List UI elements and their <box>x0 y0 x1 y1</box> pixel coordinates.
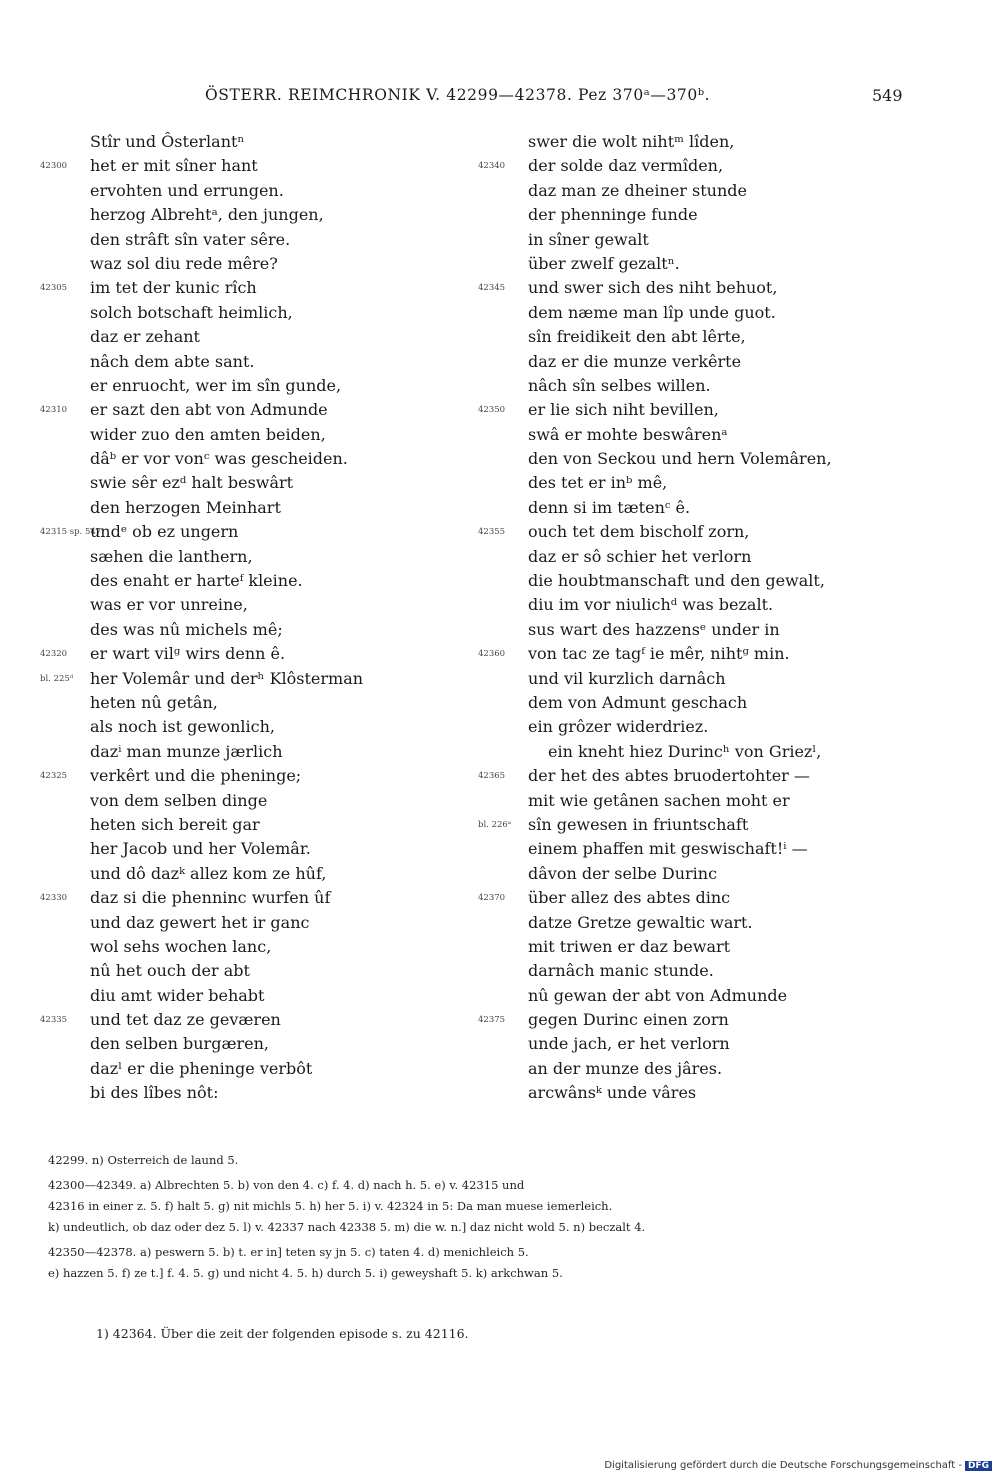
verse-text: solch botschaft heimlich, <box>90 302 293 322</box>
verse-line <box>40 520 480 544</box>
verse-text: waz sol diu rede mêre? <box>90 253 278 273</box>
apparatus-line: 42300—42349. a) Albrechten 5. b) von den 4. c) f. 4. d) nach h. 5. e) v. 42315 und <box>48 1178 525 1192</box>
verse-line <box>40 1008 480 1032</box>
verse-text: nû het ouch der abt <box>90 961 250 981</box>
verse-number: 42310 <box>40 405 68 416</box>
verse-line <box>478 496 918 520</box>
verse-line <box>478 350 918 374</box>
verse-line <box>40 593 480 617</box>
verse-line <box>478 398 918 422</box>
verse-text: er wart vilᵍ wirs denn ê. <box>90 644 286 664</box>
verse-text: mit wie getânen sachen moht er <box>528 790 790 810</box>
verse-text: daz er sô schier het verlorn <box>528 546 752 566</box>
verse-text: sæhen die lanthern, <box>90 546 253 566</box>
verse-line <box>478 667 918 691</box>
running-header <box>0 86 1000 110</box>
verse-text: darnâch manic stunde. <box>528 961 714 981</box>
verse-line <box>478 154 918 178</box>
verse-text: het er mit sîner hant <box>90 156 258 176</box>
verse-text: bi des lîbes nôt: <box>90 1083 219 1103</box>
verse-text: einem phaffen mit geswischaft!ⁱ — <box>528 839 808 859</box>
verse-line <box>40 325 480 349</box>
verse-text: swâ er mohte beswârenᵃ <box>528 424 728 444</box>
verse-line <box>478 301 918 325</box>
verse-text: ein grôzer widerdriez. <box>528 717 709 737</box>
verse-text: undᵉ ob ez ungern <box>90 522 239 542</box>
verse-line <box>478 789 918 813</box>
verse-text: im tet der kunic rîch <box>90 278 257 298</box>
verse-line <box>478 325 918 349</box>
dfg-notice <box>604 1460 992 1471</box>
verse-number: 42315 sp. 547 <box>40 527 102 538</box>
verse-line <box>478 837 918 861</box>
verse-text: daz er zehant <box>90 327 200 347</box>
verse-line <box>40 764 480 788</box>
verse-text: unde jach, er het verlorn <box>528 1034 730 1054</box>
verse-text: sîn gewesen in friuntschaft <box>528 814 749 834</box>
verse-text: wol sehs wochen lanc, <box>90 936 272 956</box>
verse-line <box>478 911 918 935</box>
verse-line <box>40 545 480 569</box>
verse-text: als noch ist gewonlich, <box>90 717 276 737</box>
verse-line <box>40 642 480 666</box>
verse-text: heten nû getân, <box>90 692 218 712</box>
apparatus-line: e) hazzen 5. f) ze t.] f. 4. 5. g) und nicht 4. 5. h) durch 5. i) geweyshaft 5. k) arkchwan 5. <box>48 1266 563 1280</box>
verse-line <box>478 252 918 276</box>
verse-text: des was nû michels mê; <box>90 619 283 639</box>
verse-line <box>478 130 918 154</box>
verse-text: und daz gewert het ir ganc <box>90 912 310 932</box>
verse-line <box>40 667 480 691</box>
verse-line <box>478 228 918 252</box>
verse-line <box>478 203 918 227</box>
verse-number: 42305 <box>40 283 68 294</box>
verse-text: daz si die phenninc wurfen ûf <box>90 888 331 908</box>
verse-number: 42340 <box>478 161 506 172</box>
verse-text: des tet er inᵇ mê, <box>528 473 668 493</box>
verse-line <box>478 959 918 983</box>
verse-line <box>40 447 480 471</box>
verse-line <box>478 862 918 886</box>
verse-text: über zwelf gezaltⁿ. <box>528 253 680 273</box>
verse-line <box>478 471 918 495</box>
left-verse-column <box>40 130 480 1106</box>
verse-line <box>40 1081 480 1105</box>
verse-text: daz er die munze verkêrte <box>528 351 742 371</box>
dfg-notice-text: Digitalisierung gefördert durch die Deutsche Forschungsgemeinschaft - <box>604 1460 962 1471</box>
verse-line <box>40 203 480 227</box>
verse-text: in sîner gewalt <box>528 229 649 249</box>
verse-line <box>40 276 480 300</box>
verse-text: und swer sich des niht behuot, <box>528 278 778 298</box>
verse-line <box>478 813 918 837</box>
verse-text: herzog Albrehtᵃ, den jungen, <box>90 205 324 225</box>
verse-text: dâvon der selbe Durinc <box>528 863 718 883</box>
verse-text: heten sich bereit gar <box>90 814 260 834</box>
verse-line <box>40 1032 480 1056</box>
verse-number: 42370 <box>478 893 506 904</box>
apparatus-line: 42316 in einer z. 5. f) halt 5. g) nit michls 5. h) her 5. i) v. 42324 in 5: Da man muese iemerleich. <box>48 1199 613 1213</box>
verse-text: und dô dazᵏ allez kom ze hûf, <box>90 863 327 883</box>
verse-line <box>478 423 918 447</box>
verse-line <box>40 423 480 447</box>
verse-text: datze Gretze gewaltic wart. <box>528 912 753 932</box>
verse-line <box>478 764 918 788</box>
verse-text: diu amt wider behabt <box>90 985 265 1005</box>
verse-text: er lie sich niht bevillen, <box>528 400 719 420</box>
verse-line <box>40 154 480 178</box>
verse-text: denn si im tætenᶜ ê. <box>528 497 691 517</box>
verse-line <box>40 959 480 983</box>
verse-text: wider zuo den amten beiden, <box>90 424 326 444</box>
verse-text: diu im vor niulichᵈ was bezalt. <box>528 595 774 615</box>
verse-line <box>40 862 480 886</box>
verse-text: arcwânsᵏ unde vâres <box>528 1083 697 1103</box>
verse-line <box>40 789 480 813</box>
verse-text: der phenninge funde <box>528 205 698 225</box>
apparatus-line: 42299. n) Osterreich de laund 5. <box>48 1153 239 1167</box>
right-verse-column <box>478 130 918 1106</box>
verse-text: des enaht er harteᶠ kleine. <box>90 571 303 591</box>
verse-text: swie sêr ezᵈ halt beswârt <box>90 473 294 493</box>
verse-line <box>478 886 918 910</box>
verse-line <box>478 1008 918 1032</box>
verse-line <box>478 447 918 471</box>
verse-text: ouch tet dem bischolf zorn, <box>528 522 750 542</box>
verse-number: bl. 226ᵃ <box>478 819 512 830</box>
verse-text: den selben burgæren, <box>90 1034 269 1054</box>
page-number: 549 <box>872 86 903 105</box>
verse-text: ein kneht hiez Durincʰ von Griezˡ, <box>548 741 822 761</box>
verse-line <box>478 545 918 569</box>
verse-line <box>40 618 480 642</box>
verse-text: dâᵇ er vor vonᶜ was gescheiden. <box>90 449 348 469</box>
verse-line <box>40 374 480 398</box>
verse-line <box>478 520 918 544</box>
verse-text: und tet daz ze geværen <box>90 1010 281 1030</box>
verse-text: daz man ze dheiner stunde <box>528 180 747 200</box>
verse-text: her Volemâr und derʰ Klôsterman <box>90 668 364 688</box>
verse-number: 42300 <box>40 161 68 172</box>
verse-text: und vil kurzlich darnâch <box>528 668 726 688</box>
verse-line <box>40 130 480 154</box>
footnote: 1) 42364. Über die zeit der folgenden episode s. zu 42116. <box>96 1326 469 1341</box>
verse-line <box>40 569 480 593</box>
verse-line <box>40 911 480 935</box>
verse-text: sus wart des hazzensᵉ under in <box>528 619 780 639</box>
verse-line <box>40 813 480 837</box>
verse-number: 42375 <box>478 1015 506 1026</box>
verse-line <box>40 886 480 910</box>
verse-line <box>40 715 480 739</box>
verse-text: nâch sîn selbes willen. <box>528 375 711 395</box>
verse-text: über allez des abtes dinc <box>528 888 731 908</box>
verse-line <box>478 374 918 398</box>
verse-line <box>478 740 918 764</box>
verse-text: swer die wolt nihtᵐ lîden, <box>528 132 735 151</box>
verse-line <box>478 569 918 593</box>
verse-line <box>40 984 480 1008</box>
verse-text: verkêrt und die pheninge; <box>90 766 302 786</box>
verse-line <box>40 398 480 422</box>
verse-text: von dem selben dinge <box>90 790 268 810</box>
verse-line <box>40 1057 480 1081</box>
verse-number: 42320 <box>40 649 68 660</box>
verse-line <box>478 593 918 617</box>
verse-line <box>478 935 918 959</box>
verse-text: her Jacob und her Volemâr. <box>90 839 311 859</box>
verse-line <box>40 471 480 495</box>
verse-number: 42335 <box>40 1015 68 1026</box>
verse-number: 42325 <box>40 771 68 782</box>
verse-number: 42350 <box>478 405 506 416</box>
verse-text: den von Seckou und hern Volemâren, <box>528 449 832 469</box>
verse-number: 42360 <box>478 649 506 660</box>
verse-number: bl. 225ᵈ <box>40 673 74 684</box>
verse-text: ervohten und errungen. <box>90 180 284 200</box>
verse-text: nû gewan der abt von Admunde <box>528 985 788 1005</box>
verse-line <box>40 935 480 959</box>
verse-text: gegen Durinc einen zorn <box>528 1010 729 1030</box>
header-title: ÖSTERR. REIMCHRONIK V. 42299—42378. Pez 370ᵃ—370ᵇ. <box>205 86 711 104</box>
verse-text: dazⁱ man munze jærlich <box>90 741 283 761</box>
verse-text: dazˡ er die pheninge verbôt <box>90 1058 313 1078</box>
verse-number: 42365 <box>478 771 506 782</box>
verse-text: dem næme man lîp unde guot. <box>528 302 776 322</box>
verse-line <box>478 1081 918 1105</box>
verse-line <box>478 691 918 715</box>
verse-line <box>478 276 918 300</box>
verse-text: dem von Admunt geschach <box>528 692 748 712</box>
verse-line <box>478 1032 918 1056</box>
verse-line <box>40 740 480 764</box>
verse-line <box>478 179 918 203</box>
verse-text: er sazt den abt von Admunde <box>90 400 328 420</box>
verse-text: was er vor unreine, <box>90 595 248 615</box>
verse-text: nâch dem abte sant. <box>90 351 255 371</box>
verse-text: der solde daz vermîden, <box>528 156 724 176</box>
verse-line <box>40 179 480 203</box>
verse-line <box>40 496 480 520</box>
apparatus-line: 42350—42378. a) peswern 5. b) t. er in] teten sy jn 5. c) taten 4. d) menichleich 5. <box>48 1245 529 1259</box>
verse-text: den strâft sîn vater sêre. <box>90 229 291 249</box>
variant-apparatus <box>48 1150 903 1284</box>
verse-line <box>40 837 480 861</box>
verse-text: mit triwen er daz bewart <box>528 936 731 956</box>
verse-line <box>478 1057 918 1081</box>
verse-text: den herzogen Meinhart <box>90 497 281 517</box>
dfg-logo: DFG <box>965 1461 992 1471</box>
verse-line <box>40 350 480 374</box>
verse-number: 42355 <box>478 527 506 538</box>
verse-text: Stîr und Ôsterlantⁿ <box>90 132 245 151</box>
verse-line <box>40 691 480 715</box>
verse-number: 42345 <box>478 283 506 294</box>
verse-line <box>478 618 918 642</box>
verse-line <box>478 642 918 666</box>
verse-text: die houbtmanschaft und den gewalt, <box>528 571 825 591</box>
verse-number: 42330 <box>40 893 68 904</box>
verse-text: sîn freidikeit den abt lêrte, <box>528 327 746 347</box>
verse-line <box>478 715 918 739</box>
verse-line <box>40 252 480 276</box>
verse-line <box>40 301 480 325</box>
verse-text: von tac ze tagᶠ ie mêr, nihtᵍ min. <box>528 644 790 664</box>
apparatus-line: k) undeutlich, ob daz oder dez 5. l) v. 42337 nach 42338 5. m) die w. n.] daz nicht wold 5. n) beczalt 4. <box>48 1220 646 1234</box>
verse-line <box>40 228 480 252</box>
verse-text: er enruocht, wer im sîn gunde, <box>90 375 342 395</box>
verse-text: an der munze des jâres. <box>528 1058 723 1078</box>
verse-line <box>478 984 918 1008</box>
verse-text: der het des abtes bruodertohter — <box>528 766 810 786</box>
